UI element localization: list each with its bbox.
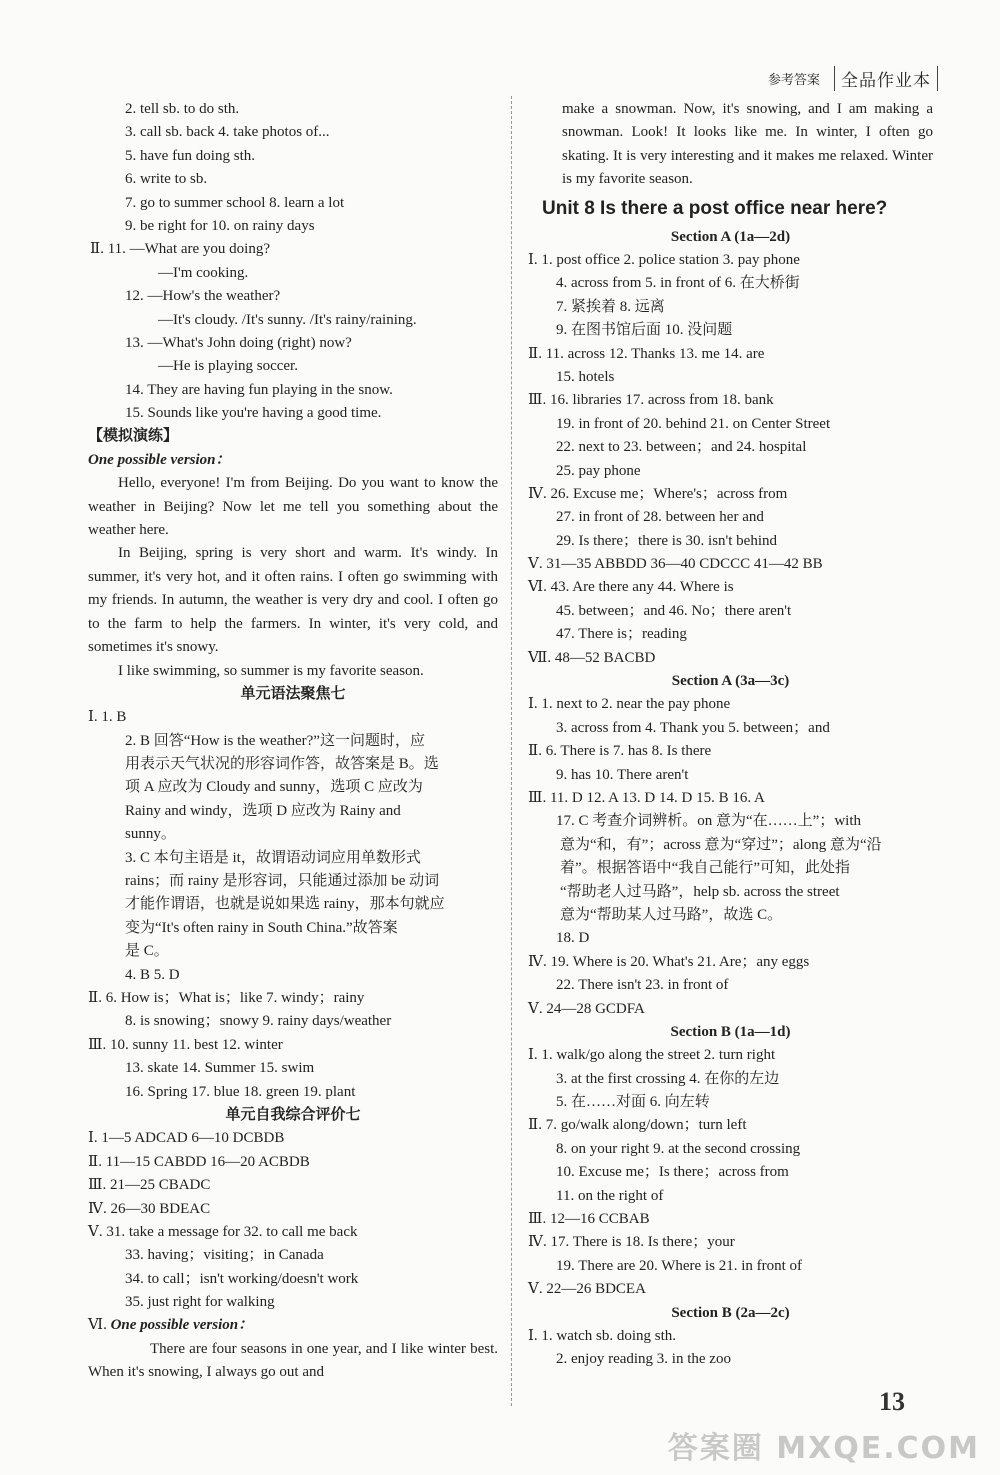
- answer-line: 5. have fun doing sth.: [125, 147, 255, 164]
- essay-paragraph: I like swimming, so summer is my favorite season.: [118, 662, 424, 679]
- answer-line: 35. just right for walking: [125, 1294, 275, 1311]
- answer-line: 8. is snowing；snowy 9. rainy days/weather: [125, 1013, 392, 1030]
- answer-line: —He is playing soccer.: [158, 358, 298, 375]
- answer-line: 45. between；and 46. No；there aren't: [556, 602, 792, 619]
- answer-line: 29. Is there；there is 30. isn't behind: [556, 532, 777, 549]
- essay: [88, 472, 498, 683]
- answer-line: Ⅰ. 1. next to 2. near the pay phone: [528, 696, 731, 713]
- answer-line: 项 A 应改为 Cloudy and sunny，选项 C 应改为: [125, 779, 423, 796]
- answer-line: Ⅰ. 1. walk/go along the street 2. turn right: [528, 1047, 776, 1064]
- answer-line: 19. There are 20. Where is 21. in front of: [556, 1257, 803, 1274]
- section-answers: [528, 693, 933, 1020]
- answer-line: 7. 紧挨着 8. 远离: [556, 298, 665, 315]
- answer-line: Ⅲ. 21—25 CBADC: [88, 1177, 211, 1194]
- answer-line: 15. hotels: [556, 368, 615, 385]
- right-column: [528, 98, 933, 1372]
- essay-continuation: make a snowman. Now, it's snowing, and I am making a snowman. Look! It looks like me. In winter, I often go skating. It is very interesting and it makes me relaxed. Winter is my favorite season.: [562, 101, 933, 188]
- answer-line: Ⅱ. 11—15 CABDD 16—20 ACBDB: [88, 1153, 310, 1170]
- answer-line: Ⅳ. 19. Where is 20. What's 21. Are；any eggs: [528, 953, 810, 970]
- answer-line: 18. D: [556, 930, 590, 947]
- answer-line: 16. Spring 17. blue 18. green 19. plant: [125, 1083, 356, 1100]
- section-title: Section B (1a—1d): [670, 1023, 791, 1040]
- answer-line: 22. next to 23. between；and 24. hospital: [556, 439, 807, 456]
- answer-line: 14. They are having fun playing in the snow.: [125, 381, 393, 398]
- grammar-answers: [88, 706, 498, 1104]
- answer-line: 15. Sounds like you're having a good time.: [125, 405, 382, 422]
- header-brand: 全品作业本: [834, 66, 938, 91]
- answer-line: Ⅲ. 12—16 CCBAB: [528, 1211, 650, 1228]
- section-answers: [528, 1325, 933, 1372]
- answer-line: 27. in front of 28. between her and: [556, 509, 764, 526]
- answer-line: 7. go to summer school 8. learn a lot: [125, 194, 345, 211]
- answer-line: Ⅶ. 48—52 BACBD: [528, 649, 656, 666]
- answer-line: 意为“和，有”；across 意为“穿过”；along 意为“沿: [560, 836, 882, 853]
- answer-line: 34. to call；isn't working/doesn't work: [125, 1270, 359, 1287]
- answer-line: Ⅰ. 1. post office 2. police station 3. pay phone: [528, 252, 800, 269]
- answer-line: Ⅱ. 6. How is；What is；like 7. windy；rainy: [88, 989, 365, 1006]
- version-label: One possible version：: [88, 451, 231, 468]
- part-vi-header: [88, 1314, 498, 1337]
- answer-line: 变为“It's often rainy in South China.”故答案: [125, 919, 398, 936]
- answer-line: 6. write to sb.: [125, 171, 208, 188]
- answer-line: Ⅲ. 11. D 12. A 13. D 14. D 15. B 16. A: [528, 790, 765, 806]
- answer-line: 8. on your right 9. at the second crossing: [556, 1140, 801, 1157]
- section-answers: [528, 1044, 933, 1301]
- section-title: Section B (2a—2c): [671, 1304, 790, 1321]
- answer-line: Rainy and windy，选项 D 应改为 Rainy and: [125, 802, 401, 819]
- answer-line: —It's cloudy. /It's sunny. /It's rainy/raining.: [158, 311, 417, 328]
- answer-line: “帮助老人过马路”，help sb. across the street: [560, 883, 840, 900]
- evaluation-section-title: 单元自我综合评价七: [225, 1106, 361, 1123]
- answer-line: Ⅰ. 1. watch sb. doing sth.: [528, 1327, 677, 1344]
- answer-line: 着”。根据答语中“我自己能行”可知，此处指: [560, 860, 850, 877]
- answer-line: 9. be right for 10. on rainy days: [125, 217, 315, 234]
- answer-line: 10. Excuse me；Is there；across from: [556, 1164, 789, 1181]
- answer-line: 17. C 考查介词辨析。on 意为“在……上”；with: [556, 813, 861, 830]
- part-vi-version: One possible version：: [110, 1317, 254, 1334]
- answer-line: 3. C 本句主语是 it，故谓语动词应用单数形式: [125, 849, 421, 866]
- answer-line: 9. 在图书馆后面 10. 没问题: [556, 322, 733, 339]
- answer-line: 12. —How's the weather?: [125, 288, 281, 305]
- part-vi-label: Ⅵ.: [88, 1317, 107, 1334]
- answers-part-1: [88, 98, 498, 238]
- answer-line: 19. in front of 20. behind 21. on Center Street: [556, 415, 831, 432]
- unit-title: Unit 8 Is there a post office near here?: [542, 197, 888, 219]
- page-header: [768, 66, 938, 91]
- answer-line: Ⅴ. 31. take a message for 32. to call me back: [88, 1223, 358, 1240]
- answer-line: 25. pay phone: [556, 462, 641, 479]
- grammar-section-title: 单元语法聚焦七: [240, 685, 346, 702]
- answer-line: sunny。: [125, 826, 176, 843]
- header-label: 参考答案: [767, 72, 820, 87]
- answer-line: Ⅳ. 26—30 BDEAC: [88, 1200, 211, 1217]
- answer-line: Ⅰ. 1. B: [88, 709, 127, 726]
- answer-line: 2. B 回答“How is the weather?”这一问题时，应: [125, 732, 425, 749]
- evaluation-answers: [88, 1127, 498, 1314]
- answers-part-2: [88, 238, 498, 425]
- watermark: 答案圈 MXQE.COM: [667, 1431, 980, 1466]
- section-answers: [528, 249, 933, 670]
- answer-line: 3. across from 4. Thank you 5. between；and: [556, 719, 830, 736]
- answer-line: 22. There isn't 23. in front of: [556, 977, 729, 994]
- answer-line: Ⅰ. 1—5 ADCAD 6—10 DCBDB: [88, 1130, 285, 1147]
- answer-line: 47. There is；reading: [556, 626, 687, 643]
- section-title: Section A (1a—2d): [670, 228, 791, 245]
- answer-line: 13. skate 14. Summer 15. swim: [125, 1060, 315, 1077]
- answer-line: Ⅱ. 11. —What are you doing?: [90, 241, 271, 258]
- answer-line: Ⅱ. 11. across 12. Thanks 13. me 14. are: [528, 345, 765, 362]
- answer-line: —I'm cooking.: [158, 264, 249, 281]
- answer-line: 才能作谓语，也就是说如果选 rainy，那本句就应: [125, 896, 445, 913]
- answer-line: Ⅳ. 17. There is 18. Is there；your: [528, 1234, 735, 1251]
- part-vi-essay: There are four seasons in one year, and I like winter best. When it's snowing, I always go out and: [88, 1340, 498, 1381]
- simulation-title: 【模拟演练】: [88, 428, 179, 445]
- answer-line: Ⅴ. 22—26 BDCEA: [528, 1281, 646, 1298]
- answer-line: Ⅲ. 10. sunny 11. best 12. winter: [88, 1036, 283, 1053]
- answer-line: Ⅴ. 24—28 GCDFA: [528, 1000, 645, 1017]
- answer-line: 4. across from 5. in front of 6. 在大桥街: [556, 275, 800, 292]
- essay-paragraph: In Beijing, spring is very short and warm. It's windy. In summer, it's very hot, and it often rains. I often go swimming with my friends. In autumn, the weather is very dry and cool. I often go to the farm to help the farmers. In winter, it's very cold, and sometimes it's snowy.: [88, 545, 498, 656]
- answer-line: 3. call sb. back 4. take photos of...: [125, 124, 330, 141]
- essay-paragraph: Hello, everyone! I'm from Beijing. Do you want to know the weather in Beijing? Now let me tell you something about the weather here.: [88, 475, 498, 539]
- answer-line: Ⅱ. 6. There is 7. has 8. Is there: [528, 743, 712, 760]
- page-number: 13: [879, 1387, 905, 1416]
- answer-line: Ⅵ. 43. Are there any 44. Where is: [528, 579, 734, 596]
- answer-line: 意为“帮助某人过马路”，故选 C。: [560, 906, 783, 923]
- section-title: Section A (3a—3c): [671, 673, 790, 690]
- answer-line: 2. enjoy reading 3. in the zoo: [556, 1351, 731, 1368]
- answer-line: rains；而 rainy 是形容词，只能通过添加 be 动词: [125, 873, 440, 890]
- answer-line: 用表示天气状况的形容词作答，故答案是 B。选: [125, 756, 439, 773]
- answer-line: Ⅳ. 26. Excuse me；Where's；across from: [528, 485, 788, 502]
- answer-line: 2. tell sb. to do sth.: [125, 101, 240, 117]
- answer-line: 5. 在……对面 6. 向左转: [556, 1094, 710, 1111]
- answer-line: Ⅴ. 31—35 ABBDD 36—40 CDCCC 41—42 BB: [528, 556, 823, 573]
- answer-line: 是 C。: [125, 943, 169, 960]
- answer-line: 4. B 5. D: [125, 966, 180, 983]
- answer-line: 13. —What's John doing (right) now?: [125, 334, 352, 351]
- answer-line: Ⅲ. 16. libraries 17. across from 18. bank: [528, 392, 774, 409]
- answer-line: 9. has 10. There aren't: [556, 766, 689, 783]
- answer-line: 33. having；visiting；in Canada: [125, 1247, 324, 1264]
- answer-line: 3. at the first crossing 4. 在你的左边: [556, 1070, 780, 1087]
- column-divider: [511, 96, 512, 1406]
- answer-line: Ⅱ. 7. go/walk along/down；turn left: [528, 1117, 747, 1134]
- left-column: [88, 98, 498, 1385]
- answer-line: 11. on the right of: [556, 1187, 664, 1204]
